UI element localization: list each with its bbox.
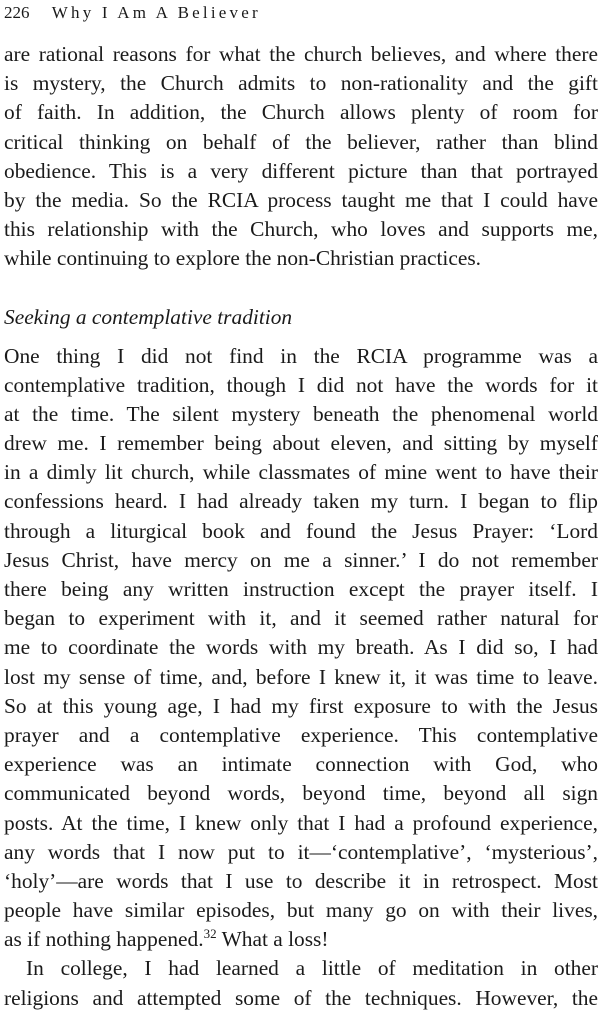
text-line: any words that I now put to it—‘contemplative’, ‘mysterious’, — [4, 839, 598, 864]
line-text: as if nothing happened. — [4, 927, 204, 952]
running-head — [4, 2, 261, 24]
section-gap — [4, 274, 598, 301]
text-line: of faith. In addition, the Church allows plenty of room for — [4, 100, 598, 125]
text-line: critical thinking on behalf of the believer, rather than blind — [4, 129, 598, 154]
line-tail: What a loss! — [216, 927, 329, 952]
body-text — [4, 40, 598, 1013]
text-line: lost my sense of time, and, before I knew it, it was time to leave. — [4, 664, 598, 689]
text-line: confessions heard. I had already taken my turn. I began to flip — [4, 489, 598, 514]
text-line: in a dimly lit church, while classmates of mine went to have their — [4, 460, 598, 485]
text-line: people have similar episodes, but many go on with their lives, — [4, 898, 598, 923]
text-line: is mystery, the Church admits to non-rationality and the gift — [4, 71, 598, 96]
text-line: Jesus Christ, have mercy on me a sinner.’ I do not remember — [4, 547, 598, 572]
text-line: In college, I had learned a little of meditation in other — [26, 956, 598, 981]
text-line: through a liturgical book and found the Jesus Prayer: ‘Lord — [4, 518, 598, 543]
text-line-with-footnote — [4, 925, 598, 954]
text-line: experience was an intimate connection with God, who — [4, 752, 598, 777]
text-line: this relationship with the Church, who loves and supports me, — [4, 217, 598, 242]
text-line: by the media. So the RCIA process taught me that I could have — [4, 187, 598, 212]
text-line: contemplative tradition, though I did not have the words for it — [4, 372, 598, 397]
text-line: drew me. I remember being about eleven, and sitting by myself — [4, 431, 598, 456]
text-line: communicated beyond words, beyond time, beyond all sign — [4, 781, 598, 806]
footnote-marker: 32 — [203, 926, 217, 942]
text-line: while continuing to explore the non-Christian practices. — [4, 246, 482, 271]
text-line: me to coordinate the words with my breath. As I did so, I had — [4, 635, 598, 660]
text-line: began to experiment with it, and it seemed rather natural for — [4, 606, 598, 631]
text-line: are rational reasons for what the church believes, and where there — [4, 42, 598, 66]
text-line: there being any written instruction except the prayer itself. I — [4, 577, 598, 601]
section-heading: Seeking a contemplative tradition — [4, 304, 293, 329]
text-line: posts. At the time, I knew only that I had a profound experience, — [4, 810, 598, 835]
text-line: One thing I did not find in the RCIA programme was a — [4, 343, 598, 368]
text-line: prayer and a contemplative experience. This contemplative — [4, 722, 598, 747]
text-line: obedience. This is a very different picture than that portrayed — [4, 158, 598, 183]
text-line: So at this young age, I had my first exposure to with the Jesus — [4, 693, 598, 718]
text-line: at the time. The silent mystery beneath the phenomenal world — [4, 401, 598, 426]
page-number: 226 — [4, 3, 30, 22]
text-line: ‘holy’—are words that I use to describe it in retrospect. Most — [4, 868, 598, 893]
text-line: religions and attempted some of the techniques. However, the — [4, 985, 598, 1010]
running-head-title: Why I Am A Believer — [51, 3, 261, 22]
